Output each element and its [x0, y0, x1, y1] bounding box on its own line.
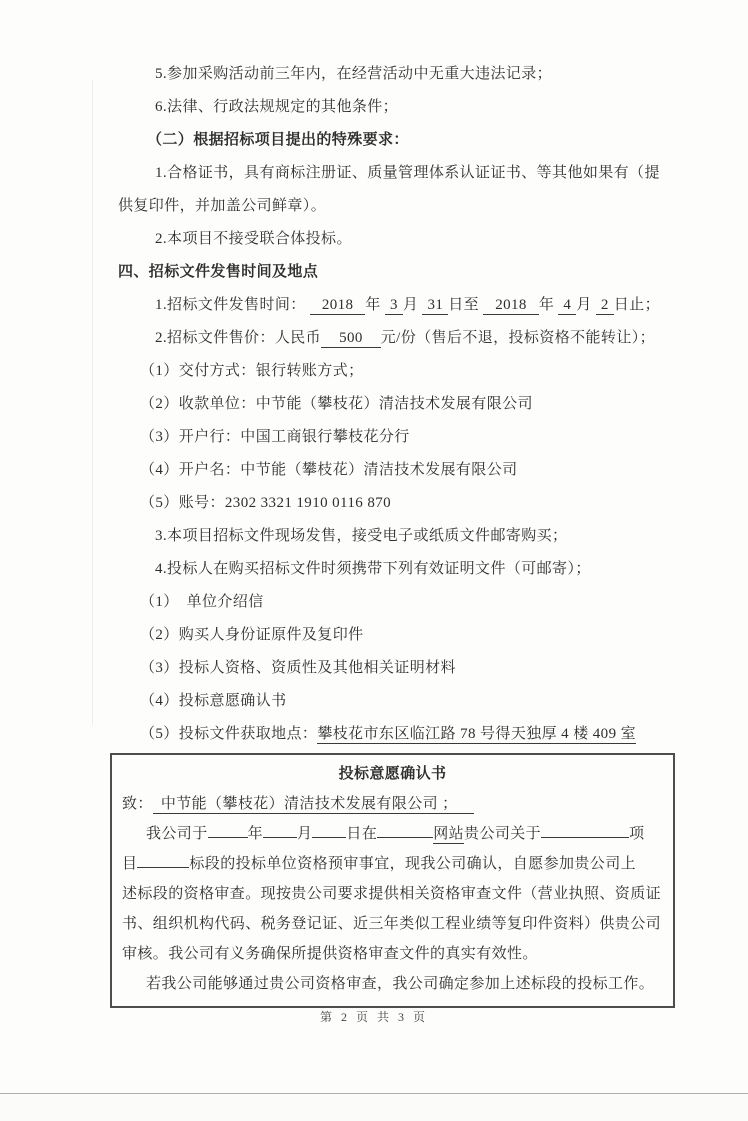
year-unit-2: 年 [538, 297, 555, 313]
account-number: （5）账号：2302 3321 1910 0116 870 [140, 495, 392, 511]
carry-documents-clause: 4.投标人在购买招标文件时须携带下列有效证明文件（可邮寄）； [155, 561, 591, 577]
blank-project-field [541, 823, 629, 838]
price-label: 2.招标文件售价：人民币 [155, 330, 322, 346]
sale-end-day: 2 [596, 297, 614, 315]
special-requirements-heading: （二）根据招标项目提出的特殊要求： [147, 132, 409, 148]
account-name: （4）开户名：中节能（攀枝花）清洁技术发展有限公司 [140, 462, 518, 478]
bank-branch: （3）开户行：中国工商银行攀枝花分行 [140, 429, 410, 445]
confirmation-para-1 [122, 819, 663, 849]
day-unit-1: 日至 [448, 297, 480, 313]
sale-start-year: 2018 [310, 297, 366, 315]
document-body [118, 58, 684, 1008]
sale-end-month: 4 [558, 297, 576, 315]
pickup-location-label: （5）投标文件获取地点： [140, 726, 318, 742]
blank-section-field [137, 853, 189, 868]
clause-other-conditions: 6.法律、行政法规规定的其他条件； [155, 99, 399, 115]
special-req-1-line1: 1.合格证书，具有商标注册证、质量管理体系认证证书、等其他如果有（提 [155, 165, 660, 181]
month-unit-2: 月 [576, 297, 592, 313]
p1-month-unit: 月 [297, 826, 313, 842]
day-unit-2: 日止； [613, 297, 660, 313]
price-value: 500 [321, 330, 381, 348]
sale-time-line [118, 289, 684, 322]
payee-unit: （2）收款单位：中节能（攀枝花）清洁技术发展有限公司 [140, 396, 533, 412]
p1-day-unit: 日在 [346, 826, 378, 842]
addressee-label: 致： [122, 796, 153, 812]
sale-time-label: 1.招标文件发售时间： [155, 297, 306, 313]
onsite-sale-clause: 3.本项目招标文件现场发售，接受电子或纸质文件邮寄购买； [155, 528, 568, 544]
price-line [118, 322, 684, 355]
confirmation-title: 投标意愿确认书 [338, 766, 447, 782]
special-req-1-line2: 供复印件，并加盖公司鲜章）。 [118, 198, 327, 214]
sale-end-year: 2018 [483, 297, 539, 315]
month-unit-1: 月 [402, 297, 419, 313]
confirmation-para-3: 述标段的资格审查。现按贵公司要求提供相关资格审查文件（营业执照、资质证 [122, 886, 662, 902]
p2-rest: 标段的投标单位资格预审事宜，现我公司确认，自愿参加贵公司上 [189, 856, 637, 872]
page-crease [92, 80, 93, 725]
p2-start: 目 [122, 856, 138, 872]
payment-method: （1）交付方式：银行转账方式； [140, 363, 364, 379]
p1-year-unit: 年 [247, 826, 264, 842]
addressee-line [122, 789, 663, 819]
page-number: 第 2 页 共 3 页 [319, 1010, 428, 1024]
clause-no-violation: 5.参加采购活动前三年内，在经营活动中无重大违法记录； [155, 66, 553, 82]
section-4-heading: 四、招标文件发售时间及地点 [118, 264, 319, 280]
special-req-2: 2.本项目不接受联合体投标。 [155, 231, 352, 247]
confirmation-para-2 [122, 849, 663, 879]
p1-end: 项 [629, 826, 645, 842]
p1-start: 我公司于 [146, 826, 208, 842]
blank-website-field [377, 823, 433, 838]
carry-doc-4: （4）投标意愿确认书 [140, 693, 287, 709]
pickup-location-address: 攀枝花市东区临江路 78 号得天独厚 4 楼 409 室 [317, 726, 637, 742]
confirmation-para-6: 若我公司能够通过贵公司资格审查，我公司确定参加上述标段的投标工作。 [146, 976, 655, 992]
confirmation-para-4: 书、组织机构代码、税务登记证、近三年类似工程业绩等复印件资料）供贵公司 [122, 916, 662, 932]
bid-intent-confirmation-box [110, 753, 675, 1008]
year-unit-1: 年 [365, 297, 381, 313]
carry-doc-2: （2）购买人身份证原件及复印件 [140, 627, 364, 643]
scan-margin [0, 1094, 748, 1121]
confirmation-para-5: 审核。我公司有义务确保所提供资格审查文件的真实有效性。 [122, 946, 538, 962]
sale-start-month: 3 [385, 297, 403, 315]
blank-day-field [312, 823, 346, 838]
carry-doc-3: （3）投标人资格、资质性及其他相关证明材料 [140, 660, 456, 676]
price-suffix: 元/份（售后不退，投标资格不能转让）； [380, 330, 656, 346]
sale-start-day: 31 [422, 297, 448, 315]
blank-month-field [263, 823, 297, 838]
addressee-company: 中节能（攀枝花）清洁技术发展有限公司 ； [153, 796, 474, 814]
blank-year-field [208, 823, 248, 838]
carry-doc-1: （1） 单位介绍信 [140, 594, 264, 610]
p1-website-word: 网站 [433, 826, 465, 842]
pickup-location-line [118, 718, 684, 751]
p1-mid: 贵公司关于 [464, 826, 542, 842]
